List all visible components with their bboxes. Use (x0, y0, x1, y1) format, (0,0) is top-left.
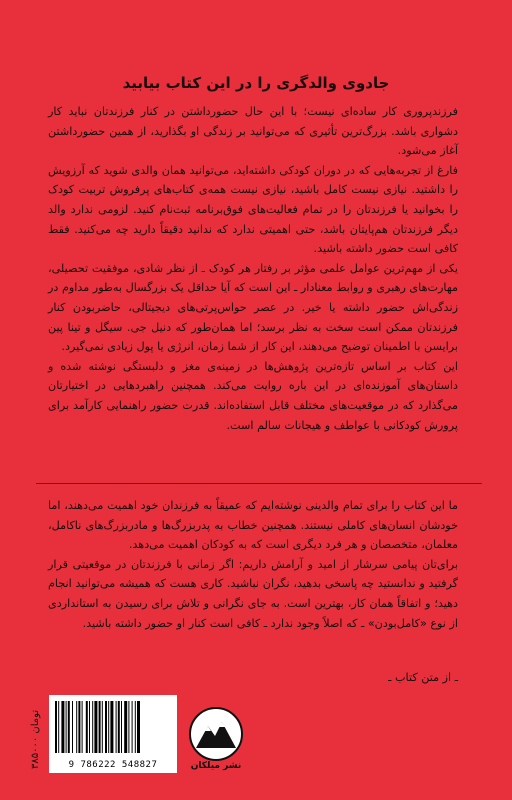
barcode-digits: 9 786222 548827 (68, 760, 158, 770)
section-divider (36, 483, 482, 484)
description-paragraph: فرزندپروری کار ساده‌ای نیست؛ با این حال حضورداشتن در کنار فرزندتان نباید کار دشواری باشد. بزرگ‌ترین تأثیری که می‌توانید بر زندگی او بگذارید، از همین حضورداشتن آغاز می‌شود. (48, 105, 458, 158)
barcode-bars-icon (55, 701, 171, 753)
price-label: ۳۸۵۰۰۰ تومان (30, 709, 41, 769)
quote-source: ـ از متن کتاب ـ (388, 671, 458, 684)
excerpt-paragraph: برای‌تان پیامی سرشار از امید و آرامش داریم: اگر زمانی با فرزندتان در موقعیتی قرار گرفتید و ندانستید چه پاسخی بدهید، نگران نباشید. کاری هست که همیشه می‌توانید انجام دهید؛ و اتفاقاً همان کار، بهترین است. به جای نگرانی و تلاش برای رسیدن به استانداردی از نوع «کامل‌بودن» ـ که اصلاً وجود ندارد ـ کافی است کنار او حضور داشته باشید. (48, 557, 458, 630)
excerpt-block (48, 496, 458, 633)
barcode (49, 695, 177, 773)
description-top (48, 102, 458, 435)
cover-title: جادوی والدگری را در این کتاب بیابید (122, 74, 390, 92)
description-paragraph: فارغ از تجربه‌هایی که در دوران کودکی داشته‌اید، می‌توانید همان والدی شوید که آرزویش را داشتید. نیازی نیست کامل باشید، نیازی نیست همه‌ی کتاب‌های پرفروش تربیت کودک را بخوانید یا فرزندتان را در تمام فعالیت‌های فوق‌برنامه ثبت‌نام کنید. لزومی ندارد والد دیگر فرزندتان هم‌پایتان باشد، حتی اهمیتی ندارد که ندانید دقیقاً دارید چه می‌کنید. فقط کافی است حضور داشته باشید. (48, 163, 458, 256)
description-paragraph: یکی از مهم‌ترین عوامل علمی مؤثر بر رفتار هر کودک ـ از نظر شادی، موفقیت تحصیلی، مهارت‌های رهبری و روابط معنادار ـ این است که آیا حداقل یک بزرگسال به‌طور مداوم در زندگی‌اش حضور داشته یا خیر. در عصر حواس‌پرتی‌های دیجیتالی، حاضربودن کنار فرزندتان ممکن است سخت به نظر برسد؛ اما همان‌طور که دنیل جی. سیگل و تینا پین برایسن با اطمینان توضیح می‌دهند، این کار از شما زمان، انرژی یا پول زیادی نمی‌گیرد. (48, 261, 458, 354)
excerpt-paragraph: ما این کتاب را برای تمام والدینی نوشته‌ایم که عمیقاً به فرزندان خود اهمیت می‌دهند، اما خودشان انسان‌های کاملی نیستند. همچنین خطاب به پدربزرگ‌ها و مادربزرگ‌های ناکامل، معلمان، متخصصان و هر فرد دیگری است که به کودکان اهمیت می‌دهد. (48, 499, 458, 552)
description-paragraph: این کتاب بر اساس تازه‌ترین پژوهش‌ها در زمینه‌ی مغز و دلبستگی نوشته شده و داستان‌های آموزنده‌ای در این باره روایت می‌کند. همچنین راهبردهایی در اختیارتان می‌گذارد که در موقعیت‌های مختلف قابل استفاده‌اند. قدرت حضور راهنمایی کارآمد برای پرورش کودکانی با عواطف و هیجانات سالم است. (48, 359, 458, 432)
publisher-name: نشر میلکان (190, 761, 242, 771)
